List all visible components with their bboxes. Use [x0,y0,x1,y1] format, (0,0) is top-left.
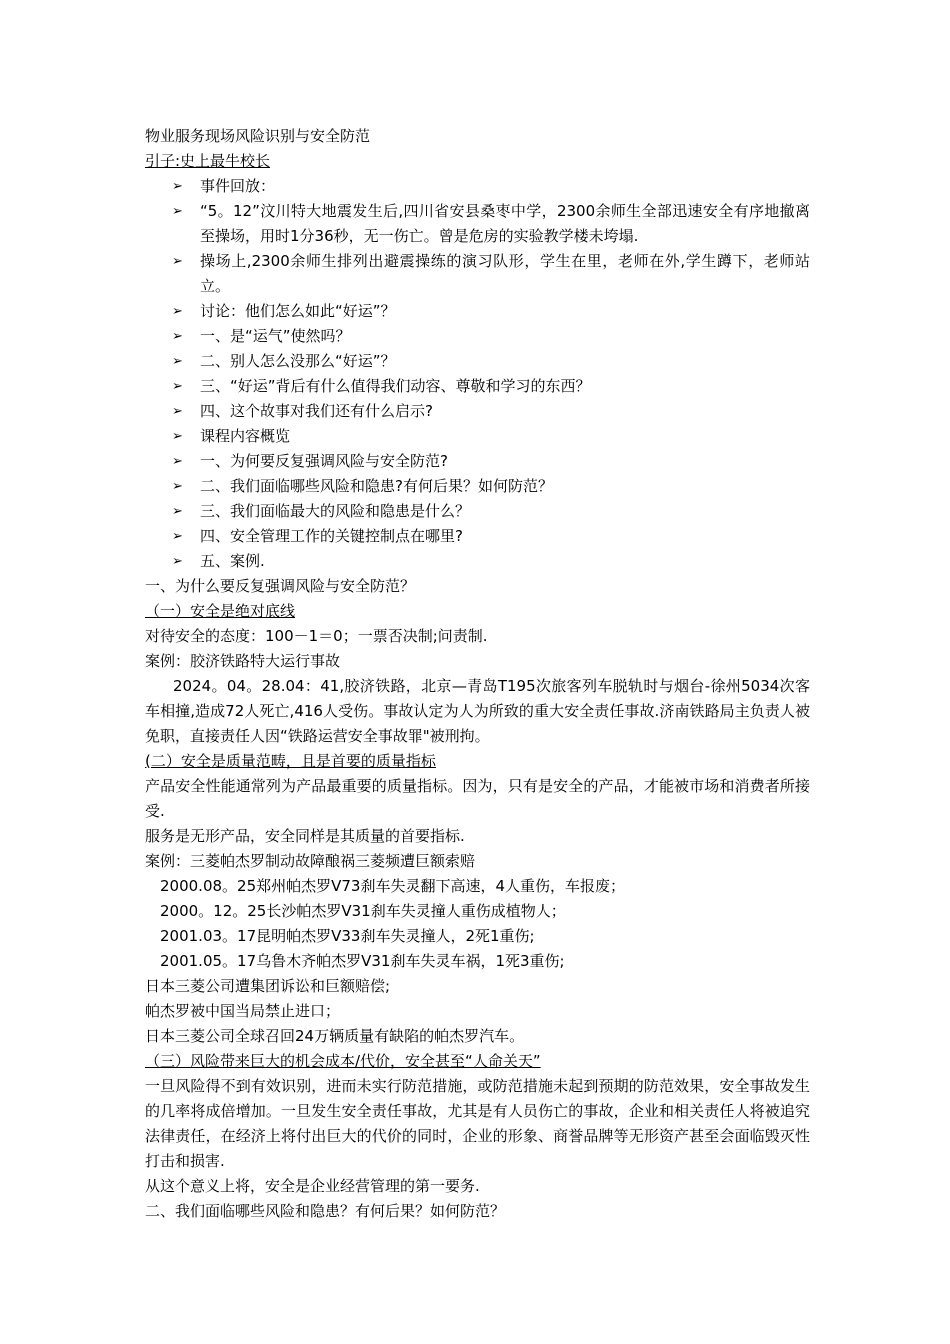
case-event: 2000。12。25长沙帕杰罗V31刹车失灵撞人重伤成植物人； [160,902,566,920]
bullet-item: ➢ “5。12”汶川特大地震发生后,四川省安县桑枣中学，2300余师生全部迅速安全有序地撤离至操场，用时1分36秒，无一伤亡。曾是危房的实验教学楼未垮塌. [145,199,810,249]
arrow-bullet-icon: ➢ [172,554,183,569]
section1-heading: 一、为什么要反复强调风险与安全防范？ [145,577,416,595]
bullet-item: ➢ 一、是“运气”使然吗？ [145,324,810,349]
case-event: 2000.08。25郑州帕杰罗V73刹车失灵翻下高速，4人重伤，车报废； [160,877,626,895]
bullet-item: ➢ 四、这个故事对我们还有什么启示? [145,399,810,424]
arrow-bullet-icon: ➢ [172,529,183,544]
case-event: 2001.05。17乌鲁木齐帕杰罗V31刹车失灵车祸，1死3重伤; [160,952,565,970]
case-result: 日本三菱公司遭集团诉讼和巨额赔偿; [145,977,391,995]
arrow-bullet-icon: ➢ [172,354,183,369]
arrow-bullet-icon: ➢ [172,504,183,519]
bullet-item: ➢ 三、我们面临最大的风险和隐患是什么？ [145,499,810,524]
section2-heading: 二、我们面临哪些风险和隐患？有何后果？如何防范？ [145,1202,506,1220]
arrow-bullet-icon: ➢ [172,454,183,469]
arrow-bullet-icon: ➢ [172,329,183,344]
bullet-item: ➢ 三、“好运”背后有什么值得我们动容、尊敬和学习的东西？ [145,374,810,399]
bullet-item: ➢ 五、案例. [145,549,810,574]
arrow-bullet-icon: ➢ [172,379,183,394]
case-title-railway: 案例：胶济铁路特大运行事故 [145,652,341,670]
arrow-bullet-icon: ➢ [172,479,183,494]
intro-heading: 引子:史上最牛校长 [145,152,271,170]
bullet-item: ➢ 操场上,2300余师生排列出避震操练的演习队形，学生在里，老师在外,学生蹲下，老师站立。 [145,249,810,299]
case-event: 2001.03。17昆明帕杰罗V33刹车失灵撞人，2死1重伤; [160,927,535,945]
arrow-bullet-icon: ➢ [172,404,183,419]
arrow-bullet-icon: ➢ [172,179,183,194]
quality-paragraph: 产品安全性能通常列为产品最重要的质量指标。因为，只有是安全的产品，才能被市场和消费者所接受. [145,777,810,820]
arrow-bullet-icon: ➢ [172,254,183,269]
safety-attitude-text: 对待安全的态度：100－1＝0；一票否决制;问责制. [145,627,488,645]
bullet-list [145,174,810,574]
bullet-item: ➢ 二、别人怎么没那么“好运”？ [145,349,810,374]
safety-priority-text: 从这个意义上将，安全是企业经营管理的第一要务. [145,1177,480,1195]
bullet-item: ➢ 四、安全管理工作的关键控制点在哪里? [145,524,810,549]
arrow-bullet-icon: ➢ [172,304,183,319]
case-result: 日本三菱公司全球召回24万辆质量有缺陷的帕杰罗汽车。 [145,1027,525,1045]
case-body-railway: 2024。04。28.04：41,胶济铁路，北京—青岛T195次旅客列车脱轨时与烟台-徐州5034次客车相撞,造成72人死亡,416人受伤。事故认定为人为所致的重大安全责任事故.济南铁路局主负责人被免职，直接责任人因“铁路运营安全事故罪"被刑拘。 [145,677,810,745]
bullet-item: ➢ 二、我们面临哪些风险和隐患?有何后果？如何防范？ [145,474,810,499]
document-body [145,124,810,1224]
arrow-bullet-icon: ➢ [172,429,183,444]
section1-sub1-heading: （一）安全是绝对底线 [145,602,296,620]
arrow-bullet-icon: ➢ [172,204,183,219]
case-title-mitsubishi: 案例：三菱帕杰罗制动故障酿祸三菱频遭巨额索赔 [145,852,476,870]
bullet-item: ➢ 一、为何要反复强调风险与安全防范? [145,449,810,474]
bullet-item: ➢ 事件回放： [145,174,810,199]
case-result: 帕杰罗被中国当局禁止进口； [145,1002,341,1020]
section1-sub2-heading: (二）安全是质量范畴，且是首要的质量指标 [145,752,436,770]
risk-cost-paragraph: 一旦风险得不到有效识别，进而未实行防范措施，或防范措施未起到预期的防范效果，安全事故发生的几率将成倍增加。一旦发生安全责任事故，尤其是有人员伤亡的事故，企业和相关责任人将被追究法律责任，在经济上将付出巨大的代价的同时，企业的形象、商誉品牌等无形资产甚至会面临毁灭性打击和损害. [145,1077,810,1170]
service-quality-text: 服务是无形产品，安全同样是其质量的首要指标. [145,827,465,845]
bullet-item: ➢ 讨论：他们怎么如此“好运”？ [145,299,810,324]
bullet-item: ➢ 课程内容概览 [145,424,810,449]
document-title: 物业服务现场风险识别与安全防范 [145,127,371,145]
section1-sub3-heading: （三）风险带来巨大的机会成本/代价，安全甚至“人命关天” [145,1052,541,1070]
